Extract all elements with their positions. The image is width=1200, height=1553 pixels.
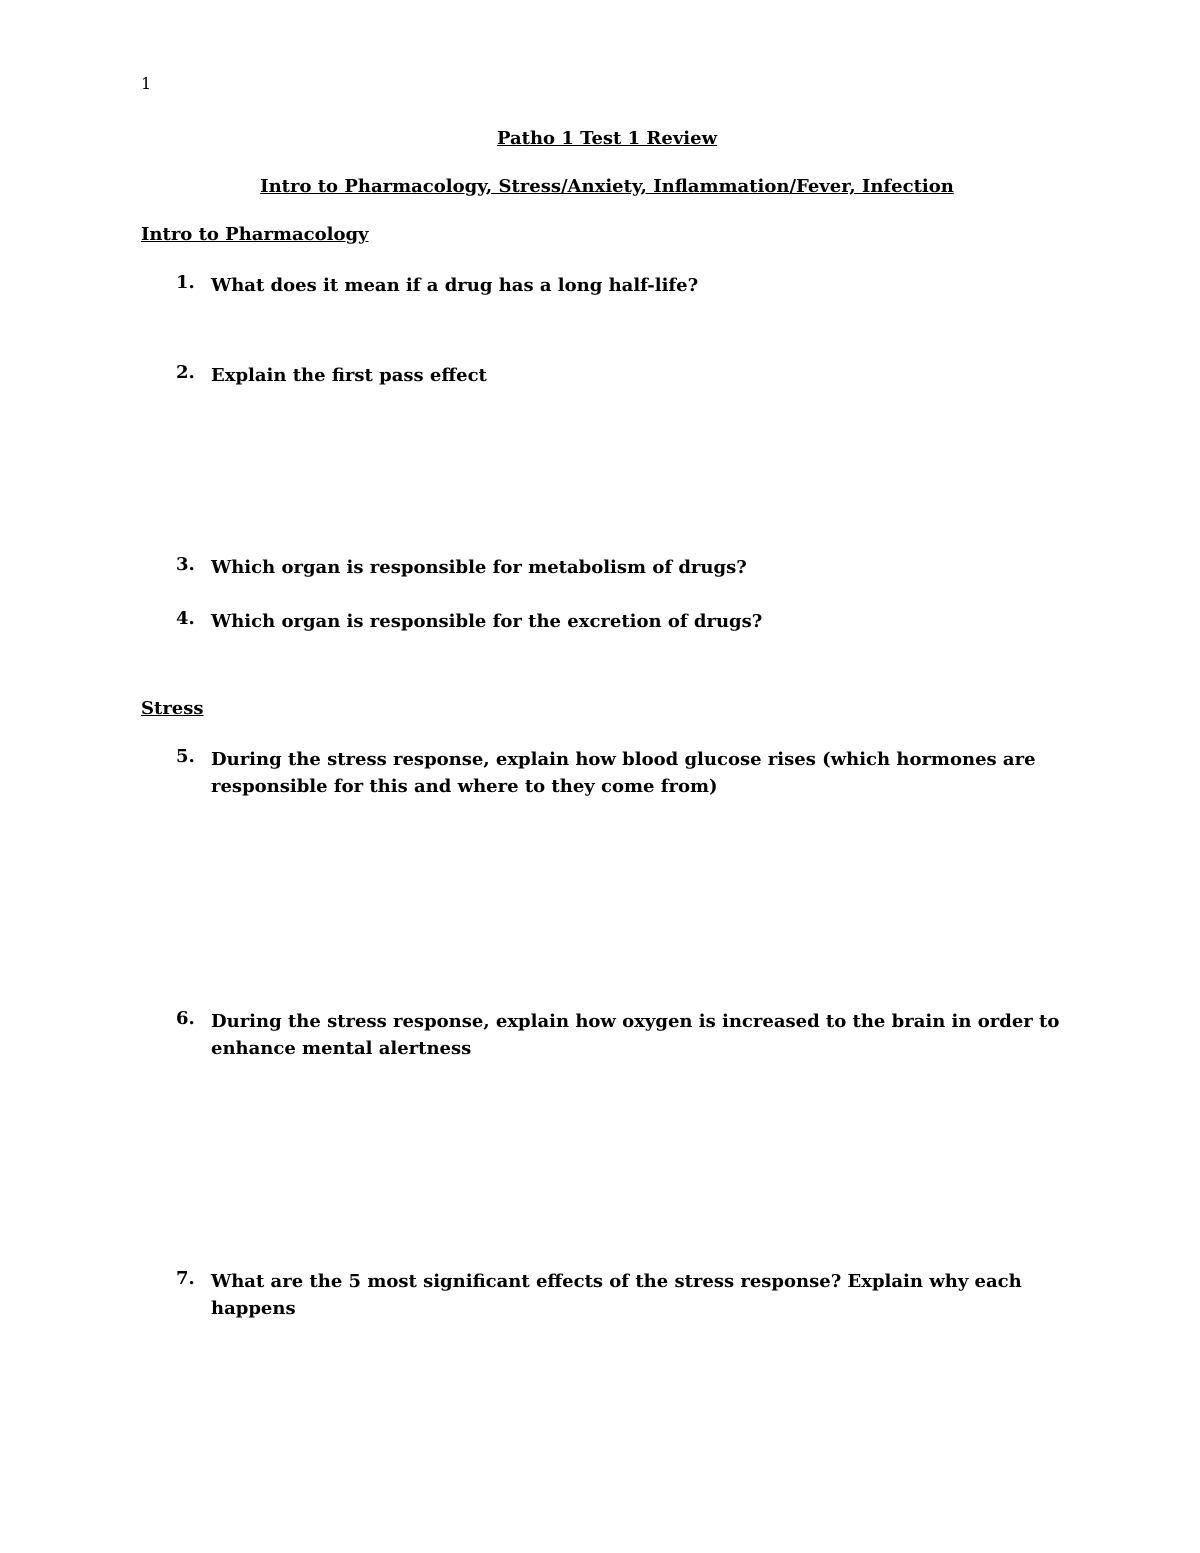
question-number: 5. <box>176 746 195 767</box>
page-number: 1 <box>141 74 152 93</box>
document-title: Patho 1 Test 1 Review <box>496 128 718 149</box>
section-heading-pharmacology: Intro to Pharmacology <box>141 224 369 245</box>
question-text: What are the 5 most significant effects of the stress response? Explain why each happens <box>211 1271 1022 1319</box>
question-text: During the stress response, explain how blood glucose rises (which hormones are responsible for this and where to they come from) <box>211 749 1036 797</box>
question-text: Which organ is responsible for the excretion of drugs? <box>211 611 763 632</box>
document-subtitle: Intro to Pharmacology, Stress/Anxiety, Inflammation/Fever, Infection <box>260 176 954 197</box>
question-number: 4. <box>176 608 195 629</box>
question-number: 3. <box>176 554 195 575</box>
question-text: During the stress response, explain how oxygen is increased to the brain in order to enhance mental alertness <box>211 1011 1060 1059</box>
question-number: 2. <box>176 362 195 383</box>
section-heading-stress: Stress <box>141 698 204 719</box>
question-number: 6. <box>176 1008 195 1029</box>
question-text: What does it mean if a drug has a long half-life? <box>211 275 699 296</box>
question-text: Explain the first pass effect <box>211 365 487 386</box>
question-number: 1. <box>176 272 195 293</box>
question-text: Which organ is responsible for metabolism of drugs? <box>211 557 747 578</box>
question-number: 7. <box>176 1268 195 1289</box>
